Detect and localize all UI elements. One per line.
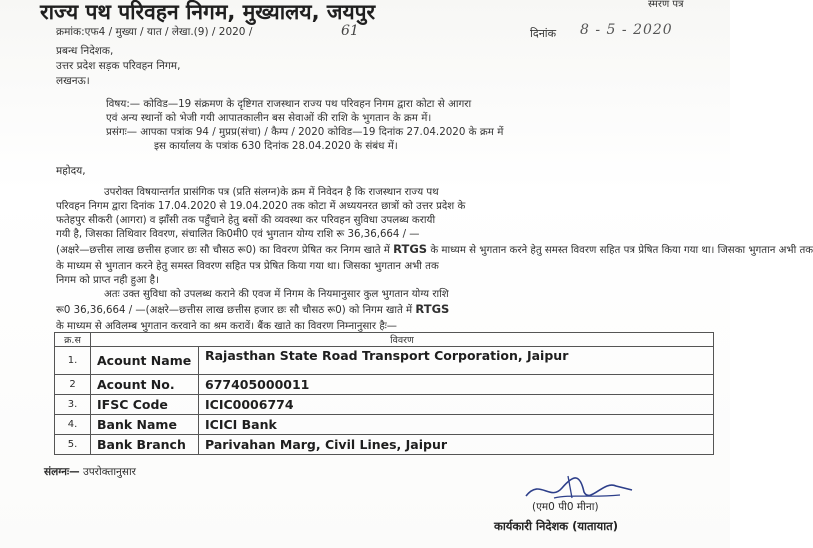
table-row — [55, 435, 714, 455]
body-line: उपरोक्त विषयान्तर्गत प्रासंगिक पत्र (प्रति संलग्न)के क्रम में निवेदन है कि राजस्थान राज्य पथ — [104, 187, 439, 198]
organization-header: राज्य पथ परिवहन निगम, मुख्यालय, जयपुर — [40, 0, 376, 24]
enclosure-label: संलग्नः— — [44, 466, 80, 478]
reference-number: क्रमांक:एफ4 / मुख्या / यात / लेखा.(9) / 2020 / — [56, 26, 253, 38]
addressee-line: उत्तर प्रदेश सड़क परिवहन निगम, — [56, 60, 181, 72]
serial-header: क्र.स — [55, 333, 91, 347]
reminder-label: स्मरण पत्र — [648, 0, 684, 10]
body-text: (अक्षरे—छत्तीस लाख छत्तीस हजार छः सौ चौसठ रू0) का विवरण प्रेषित कर निगम खाते में — [56, 245, 390, 256]
body-line: निगम को प्राप्त नही हुआ है। — [56, 275, 159, 286]
date-handwritten: 8 - 5 - 2020 — [580, 22, 673, 38]
row-serial: 3. — [55, 395, 91, 415]
body-line: के माध्यम से अविलम्ब भुगतान करवाने का श्रम करावें। बैंक खाते का विवरण निम्नानुसार हैः— — [56, 321, 397, 332]
row-value: ICIC0006774 — [199, 395, 714, 415]
row-label: Acount No. — [91, 375, 199, 395]
row-label: Bank Branch — [91, 435, 199, 455]
reference-handwritten: 61 — [341, 23, 359, 39]
signatory-title: कार्यकारी निदेशक (यातायात) — [494, 519, 618, 533]
details-header: विवरण — [91, 333, 714, 347]
reference-line: प्रसंगः— आपका पत्रांक 94 / मुप्रप्र(संचा) / कैम्प / 2020 कोविड—19 दिनांक 27.04.2020 के क्रम में — [106, 126, 504, 138]
body-line — [56, 242, 813, 256]
body-line: परिवहन निगम द्वारा दिनांक 17.04.2020 से 19.04.2020 तक कोटा में अध्ययनरत छात्रों को उत्तर प्रदेश के — [56, 201, 466, 212]
addressee-line: प्रबन्ध निदेशक, — [56, 45, 114, 57]
date-label: दिनांक — [530, 27, 557, 40]
row-serial: 1. — [55, 347, 91, 375]
enclosure-line — [44, 465, 136, 479]
row-serial: 5. — [55, 435, 91, 455]
row-serial: 2 — [55, 375, 91, 395]
subject-line: विषय:— कोविड—19 संक्रमण के दृष्टिगत राजस्थान राज्य पथ परिवहन निगम द्वारा कोटा से आगरा — [106, 98, 472, 110]
rtgs-text: RTGS — [393, 242, 428, 256]
row-value: 677405000011 — [199, 375, 714, 395]
row-value: ICICI Bank — [199, 415, 714, 435]
row-label: IFSC Code — [91, 395, 199, 415]
reference-line: इस कार्यालय के पत्रांक 630 दिनांक 28.04.2020 के संबंध में। — [154, 140, 398, 152]
body-line: गयी है, जिसका तिथिवार विवरण, संचालित कि0मी0 एवं भुगतान योग्य राशि रू 36,36,664 / — — [56, 229, 420, 240]
salutation: महोदय, — [56, 165, 86, 177]
addressee-line: लखनऊ। — [56, 75, 90, 87]
row-value: Parivahan Marg, Civil Lines, Jaipur — [199, 435, 714, 455]
bank-details-table — [54, 332, 714, 455]
row-label: Acount Name — [91, 347, 199, 375]
body-line: फतेहपुर सीकरी (आगरा) व झाँसी तक पहुँचाने हेतु बसों की व्यवस्था कर परिवहन सुविधा उपलब्ध करायी — [56, 215, 436, 226]
rtgs-text: RTGS — [415, 302, 450, 316]
table-row — [55, 395, 714, 415]
row-serial: 4. — [55, 415, 91, 435]
table-row — [55, 347, 714, 375]
row-label: Bank Name — [91, 415, 199, 435]
body-text: के माध्यम से भुगतान करने हेतु समस्त विवरण सहित पत्र प्रेषित किया गया था। जिसका भुगतान अभी तक — [430, 245, 813, 256]
table-row — [55, 415, 714, 435]
body-line: अतः उक्त सुविधा को उपलब्ध कराने की एवज में निगम के नियमानुसार कुल भुगतान योग्य राशि — [104, 289, 449, 300]
table-row — [55, 375, 714, 395]
enclosure-text: उपरोक्तानुसार — [82, 466, 136, 478]
body-line — [56, 302, 449, 316]
signatory-name: (एम0 पी0 मीना) — [532, 501, 599, 513]
row-value: Rajasthan State Road Transport Corporation, Jaipur — [199, 347, 714, 375]
body-text: रू0 36,36,664 / —(अक्षरे—छत्तीस लाख छत्तीस हजार छः सौ चौसठ रू0) को निगम खाते में — [56, 305, 413, 316]
table-header-row — [55, 333, 714, 347]
body-line: के माध्यम से भुगतान करने हेतु समस्त विवरण सहित पत्र प्रेषित किया गया था। जिसका भुगतान अभी तक — [56, 261, 439, 272]
subject-line: एवं अन्य स्थानों को भेजी गयी आपातकालीन बस सेवाओं की राशि के भुगतान के क्रम में। — [106, 112, 432, 124]
